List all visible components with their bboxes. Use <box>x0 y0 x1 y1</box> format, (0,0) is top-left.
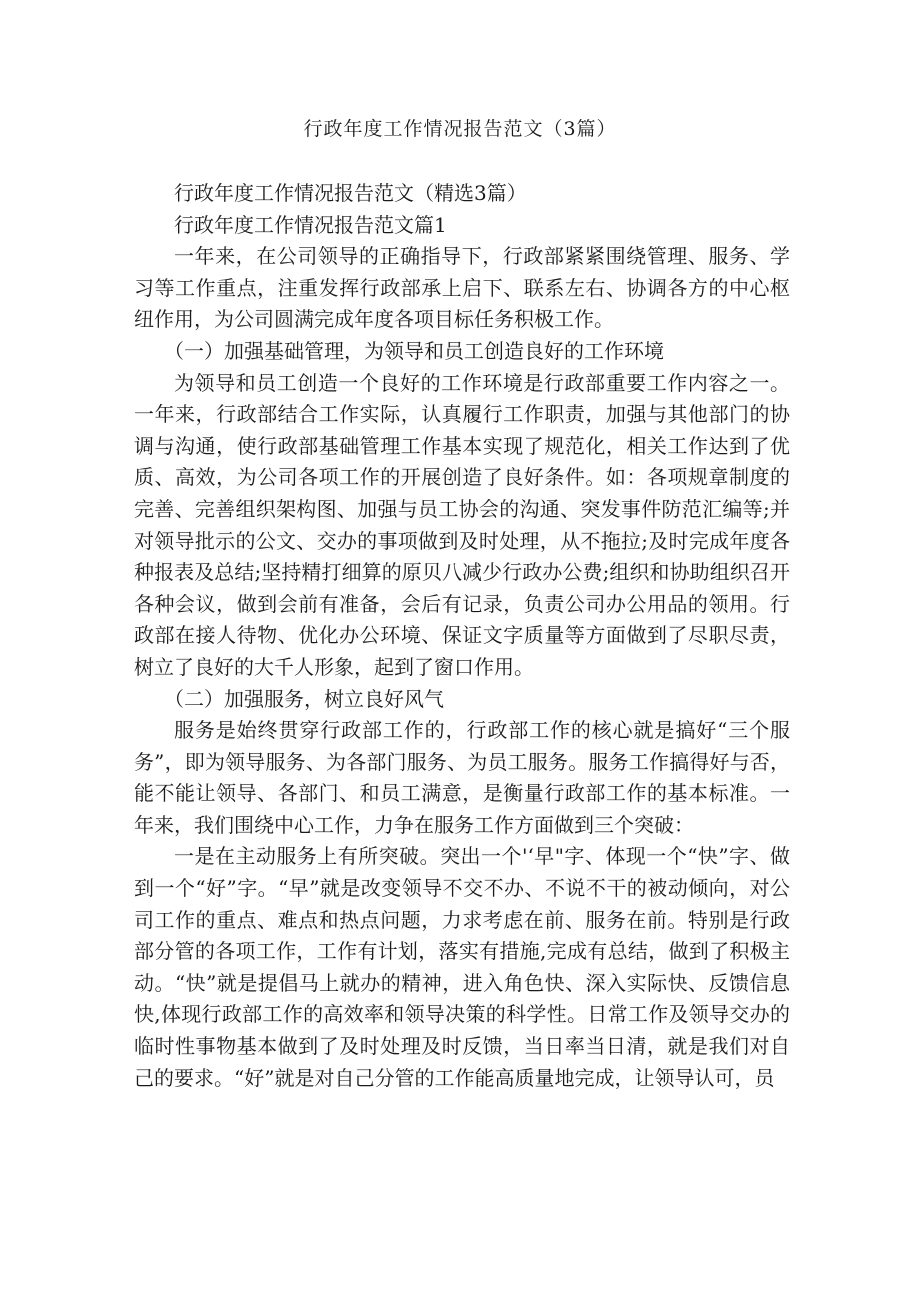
paragraph-breakthrough-1: 一是在主动服务上有所突破。突出一个'‘早"字、体现一个“快”字、做到一个“好”字。“早”就是改变领导不交不办、不说不干的被动倾向，对公司工作的重点、难点和热点问题，力求考虑在前、服务在前。特别是行政部分管的各项工作，工作有计划，落实有措施,完成有总结，做到了积极主动。“快”就是提倡马上就办的精神，进入角色快、深入实际快、反馈信息快,体现行政部工作的高效率和领导决策的科学性。日常工作及领导交办的临时性事物基本做到了及时处理及时反馈，当日率当日清，就是我们对自己的要求。“好”就是对自己分管的工作能高质量地完成，让领导认可，员 <box>134 844 790 1090</box>
section-heading-2: （二）加强服务，树立良好风气 <box>164 686 444 711</box>
paragraph-intro: 一年来，在公司领导的正确指导下，行政部紧紧围绕管理、服务、学习等工作重点，注重发挥行政部承上启下、联系左右、协调各方的中心枢纽作用，为公司圆满完成年度各项目标任务积极工作。 <box>134 244 790 332</box>
document-body <box>134 178 790 1094</box>
paragraph-chapter-heading: 行政年度工作情况报告范文篇1 <box>174 212 447 237</box>
section-heading-1: （一）加强基础管理，为领导和员工创造良好的工作环境 <box>164 338 664 363</box>
paragraph-subtitle: 行政年度工作情况报告范文（精选3篇） <box>174 181 527 205</box>
paragraph-section-1: 为领导和员工创造一个良好的工作环境是行政部重要工作内容之一。一年来，行政部结合工作实际，认真履行工作职责，加强与其他部门的协调与沟通，使行政部基础管理工作基本实现了规范化，相关工作达到了优质、高效，为公司各项工作的开展创造了良好条件。如：各项规章制度的完善、完善组织架构图、加强与员工协会的沟通、突发事件防范汇编等;并对领导批示的公文、交办的事项做到及时处理，从不拖拉;及时完成年度各种报表及总结;坚持精打细算的原贝八减少行政办公费;组织和协助组织召开各种会议，做到会前有准备，会后有记录，负责公司办公用品的领用。行政部在接人待物、优化办公环境、保证文字质量等方面做到了尽职尽责，树立了良好的大千人形象，起到了窗口作用。 <box>134 370 790 679</box>
paragraph-section-2: 服务是始终贯穿行政部工作的，行政部工作的核心就是搞好“三个服务”，即为领导服务、为各部门服务、为员工服务。服务工作搞得好与否，能不能让领导、各部门、和员工满意，是衡量行政部工作的基本标准。一年来，我们围绕中心工作，力争在服务工作方面做到三个突破： <box>134 718 790 837</box>
document-title: 行政年度工作情况报告范文（3篇） <box>303 118 617 140</box>
